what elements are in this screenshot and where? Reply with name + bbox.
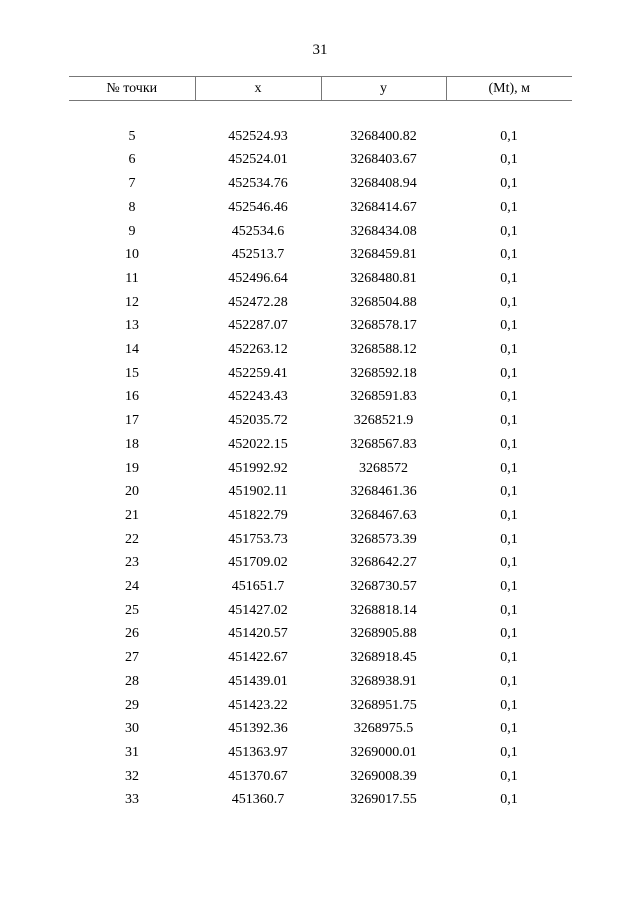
spacer-row (69, 101, 572, 125)
cell-accuracy: 0,1 (500, 744, 518, 760)
cell-x: 451420.57 (228, 626, 288, 642)
cell-y: 3268403.67 (350, 152, 417, 168)
cell-accuracy: 0,1 (500, 555, 518, 571)
cell-y: 3268480.81 (350, 270, 417, 286)
cell-point-number: 16 (125, 389, 139, 405)
cell-x: 451753.73 (228, 531, 288, 547)
cell-x: 451427.02 (228, 602, 288, 618)
cell-point-number: 31 (125, 744, 139, 760)
cell-point-number: 6 (128, 152, 136, 168)
cell-x: 452496.64 (228, 270, 288, 286)
cell-x: 452035.72 (228, 413, 288, 429)
cell-y: 3268905.88 (350, 626, 417, 642)
cell-x: 452534.76 (228, 176, 288, 192)
cell-y: 3268591.83 (350, 389, 417, 405)
header-point-number: № точки (69, 77, 195, 101)
cell-accuracy: 0,1 (500, 650, 518, 666)
cell-point-number: 27 (125, 650, 139, 666)
cell-x: 451363.97 (228, 744, 288, 760)
header-accuracy: (Mt), м (446, 77, 572, 101)
cell-y: 3268578.17 (350, 318, 417, 334)
table-row (69, 125, 572, 149)
cell-accuracy: 0,1 (500, 413, 518, 429)
header-x: x (195, 77, 321, 101)
table-row (69, 433, 572, 457)
table-row (69, 765, 572, 789)
cell-x: 452259.41 (228, 365, 288, 381)
cell-x: 452022.15 (228, 436, 288, 452)
table-row (69, 670, 572, 694)
cell-x: 451439.01 (228, 673, 288, 689)
cell-point-number: 19 (125, 460, 139, 476)
cell-accuracy: 0,1 (500, 152, 518, 168)
cell-y: 3269008.39 (350, 768, 417, 784)
cell-y: 3269017.55 (350, 792, 417, 808)
cell-accuracy: 0,1 (500, 128, 518, 144)
table-row (69, 385, 572, 409)
cell-x: 452472.28 (228, 294, 288, 310)
table-row (69, 575, 572, 599)
cell-y: 3268567.83 (350, 436, 417, 452)
cell-x: 451422.67 (228, 650, 288, 666)
cell-y: 3268975.5 (353, 721, 414, 737)
cell-y: 3268400.82 (350, 128, 417, 144)
cell-point-number: 33 (125, 792, 139, 808)
cell-y: 3268951.75 (350, 697, 417, 713)
table-row (69, 338, 572, 362)
cell-y: 3268459.81 (350, 247, 417, 263)
cell-point-number: 24 (125, 579, 139, 595)
cell-accuracy: 0,1 (500, 507, 518, 523)
cell-point-number: 17 (125, 413, 139, 429)
cell-point-number: 20 (125, 484, 139, 500)
cell-accuracy: 0,1 (500, 768, 518, 784)
cell-x: 451360.7 (231, 792, 285, 808)
cell-y: 3268434.08 (350, 223, 417, 239)
cell-point-number: 14 (125, 342, 139, 358)
table-row (69, 741, 572, 765)
cell-point-number: 29 (125, 697, 139, 713)
cell-point-number: 7 (128, 176, 136, 192)
cell-point-number: 28 (125, 673, 139, 689)
cell-point-number: 26 (125, 626, 139, 642)
cell-accuracy: 0,1 (500, 176, 518, 192)
cell-accuracy: 0,1 (500, 579, 518, 595)
cell-x: 452546.46 (228, 199, 288, 215)
cell-x: 452524.93 (228, 128, 288, 144)
cell-y: 3268588.12 (350, 342, 417, 358)
cell-x: 452287.07 (228, 318, 288, 334)
cell-y: 3268504.88 (350, 294, 417, 310)
table-row (69, 243, 572, 267)
cell-point-number: 30 (125, 721, 139, 737)
cell-accuracy: 0,1 (500, 247, 518, 263)
table-row (69, 220, 572, 244)
cell-accuracy: 0,1 (500, 365, 518, 381)
cell-y: 3268938.91 (350, 673, 417, 689)
cell-accuracy: 0,1 (500, 697, 518, 713)
table-row (69, 694, 572, 718)
table-row (69, 551, 572, 575)
cell-point-number: 9 (128, 223, 136, 239)
cell-accuracy: 0,1 (500, 673, 518, 689)
cell-x: 452524.01 (228, 152, 288, 168)
cell-point-number: 18 (125, 436, 139, 452)
cell-accuracy: 0,1 (500, 792, 518, 808)
cell-y: 3268918.45 (350, 650, 417, 666)
cell-accuracy: 0,1 (500, 460, 518, 476)
cell-point-number: 32 (125, 768, 139, 784)
cell-y: 3268592.18 (350, 365, 417, 381)
header-y: y (321, 77, 446, 101)
cell-x: 451822.79 (228, 507, 288, 523)
page-number: 31 (312, 42, 328, 58)
cell-accuracy: 0,1 (500, 342, 518, 358)
cell-point-number: 5 (128, 128, 136, 144)
table-row (69, 717, 572, 741)
cell-point-number: 12 (125, 294, 139, 310)
cell-point-number: 21 (125, 507, 139, 523)
cell-accuracy: 0,1 (500, 199, 518, 215)
cell-point-number: 11 (125, 270, 139, 286)
cell-point-number: 10 (125, 247, 139, 263)
cell-x: 452263.12 (228, 342, 288, 358)
cell-x: 451423.22 (228, 697, 288, 713)
cell-y: 3268642.27 (350, 555, 417, 571)
table-row (69, 528, 572, 552)
cell-accuracy: 0,1 (500, 531, 518, 547)
cell-y: 3268467.63 (350, 507, 417, 523)
cell-x: 451370.67 (228, 768, 288, 784)
cell-y: 3268730.57 (350, 579, 417, 595)
table-row (69, 622, 572, 646)
cell-accuracy: 0,1 (500, 626, 518, 642)
table-row (69, 291, 572, 315)
cell-x: 452513.7 (231, 247, 285, 263)
table-row (69, 409, 572, 433)
cell-accuracy: 0,1 (500, 389, 518, 405)
cell-point-number: 22 (125, 531, 139, 547)
cell-accuracy: 0,1 (500, 294, 518, 310)
table-row (69, 788, 572, 812)
cell-x: 451902.11 (228, 484, 288, 500)
table-row (69, 646, 572, 670)
table-row (69, 314, 572, 338)
cell-y: 3268408.94 (350, 176, 417, 192)
table-row (69, 480, 572, 504)
cell-x: 451992.92 (228, 460, 288, 476)
cell-x: 452243.43 (228, 389, 288, 405)
cell-accuracy: 0,1 (500, 484, 518, 500)
cell-accuracy: 0,1 (500, 721, 518, 737)
table-row (69, 148, 572, 172)
cell-y: 3268521.9 (353, 413, 414, 429)
cell-y: 3269000.01 (350, 744, 417, 760)
table-header-row (69, 77, 572, 101)
cell-point-number: 25 (125, 602, 139, 618)
cell-point-number: 23 (125, 555, 139, 571)
cell-point-number: 8 (128, 199, 136, 215)
table-row (69, 267, 572, 291)
cell-point-number: 15 (125, 365, 139, 381)
cell-accuracy: 0,1 (500, 223, 518, 239)
cell-x: 451392.36 (228, 721, 288, 737)
cell-y: 3268818.14 (350, 602, 417, 618)
cell-y: 3268461.36 (350, 484, 417, 500)
cell-y: 3268414.67 (350, 199, 417, 215)
cell-x: 451651.7 (231, 579, 285, 595)
table-row (69, 457, 572, 481)
table-row (69, 196, 572, 220)
cell-x: 452534.6 (231, 223, 285, 239)
cell-accuracy: 0,1 (500, 318, 518, 334)
cell-accuracy: 0,1 (500, 270, 518, 286)
table-row (69, 599, 572, 623)
cell-accuracy: 0,1 (500, 602, 518, 618)
table-row (69, 362, 572, 386)
cell-y: 3268572 (359, 460, 408, 476)
table-row (69, 172, 572, 196)
cell-accuracy: 0,1 (500, 436, 518, 452)
table-row (69, 504, 572, 528)
cell-point-number: 13 (125, 318, 139, 334)
coordinates-table (69, 76, 572, 812)
cell-x: 451709.02 (228, 555, 288, 571)
cell-y: 3268573.39 (350, 531, 417, 547)
